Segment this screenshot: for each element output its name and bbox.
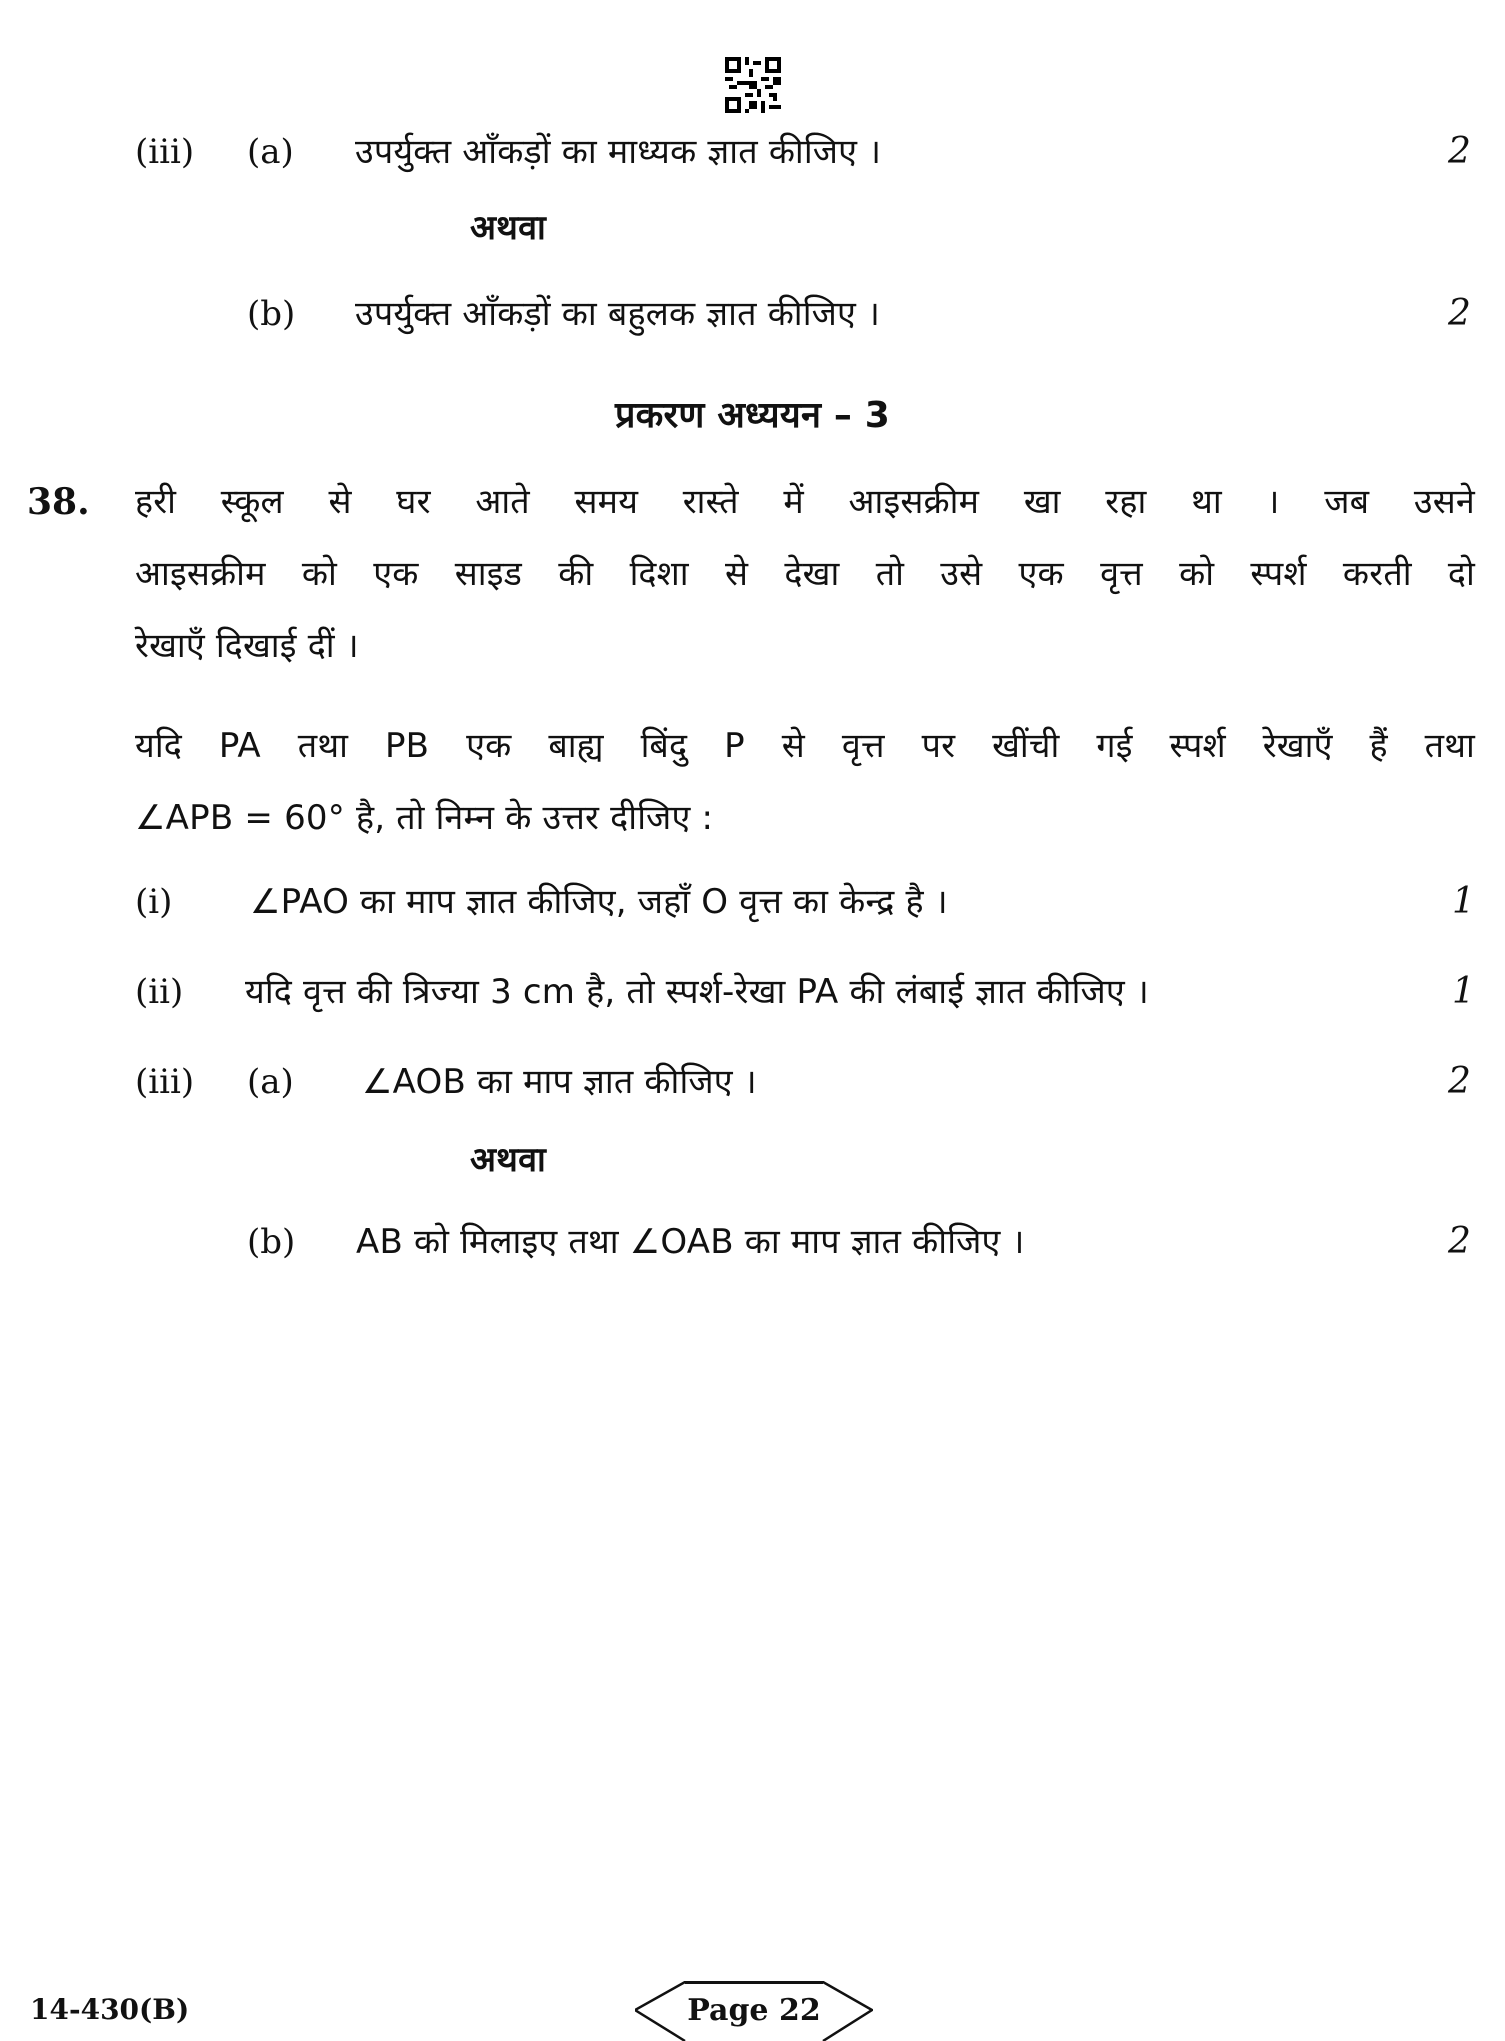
part-ii-label: (ii) [135, 972, 184, 1012]
paper-code: 14-430(B) [30, 1993, 190, 2026]
part-iii-a-text: ∠AOB का माप ज्ञात कीजिए । [362, 1062, 757, 1102]
case-study-heading: प्रकरण अध्ययन – 3 [614, 395, 891, 436]
given-line-2: ∠APB = 60° है, तो निम्न के उत्तर दीजिए : [135, 798, 714, 838]
part-i-label: (i) [135, 882, 173, 922]
part-iii-b-marks: 2 [1448, 1221, 1471, 1262]
intro-line-3: रेखाएँ दिखाई दीं । [135, 626, 359, 666]
or-label: अथवा [470, 208, 547, 248]
item-a-label: (a) [247, 132, 294, 172]
part-iii-a-label: (a) [247, 1062, 294, 1102]
qr-code-icon [725, 57, 781, 113]
item-b-marks: 2 [1448, 293, 1471, 334]
part-iii-b-text: AB को मिलाइए तथा ∠OAB का माप ज्ञात कीजिए । [356, 1222, 1025, 1262]
part-ii-marks: 1 [1452, 971, 1475, 1012]
item-iii-label: (iii) [135, 132, 195, 172]
part-iii-or-label: अथवा [470, 1140, 547, 1180]
intro-line-1: हरी स्कूल से घर आते समय रास्ते में आइसक्रीम खा रहा था । जब उसने [135, 482, 1475, 522]
part-iii-b-label: (b) [247, 1222, 296, 1262]
given-line-1: यदि PA तथा PB एक बाह्य बिंदु P से वृत्त पर खींची गई स्पर्श रेखाएँ हैं तथा [135, 726, 1475, 766]
part-iii-a-marks: 2 [1448, 1061, 1471, 1102]
part-i-text: ∠PAO का माप ज्ञात कीजिए, जहाँ O वृत्त का केन्द्र है । [250, 882, 948, 922]
item-b-text: उपर्युक्त आँकड़ों का बहुलक ज्ञात कीजिए । [355, 294, 881, 334]
question-number: 38. [27, 481, 90, 523]
part-i-marks: 1 [1452, 881, 1475, 922]
item-b-label: (b) [247, 294, 296, 334]
intro-line-2: आइसक्रीम को एक साइड की दिशा से देखा तो उसे एक वृत्त को स्पर्श करती दो [135, 554, 1475, 594]
page-number-badge [635, 1981, 873, 2041]
part-ii-text: यदि वृत्त की त्रिज्या 3 cm है, तो स्पर्श-रेखा PA की लंबाई ज्ञात कीजिए । [245, 972, 1149, 1012]
part-iii-label: (iii) [135, 1062, 195, 1102]
item-a-text: उपर्युक्त आँकड़ों का माध्यक ज्ञात कीजिए । [355, 132, 882, 172]
page-label: Page 22 [687, 1993, 821, 2028]
item-a-marks: 2 [1448, 131, 1471, 172]
